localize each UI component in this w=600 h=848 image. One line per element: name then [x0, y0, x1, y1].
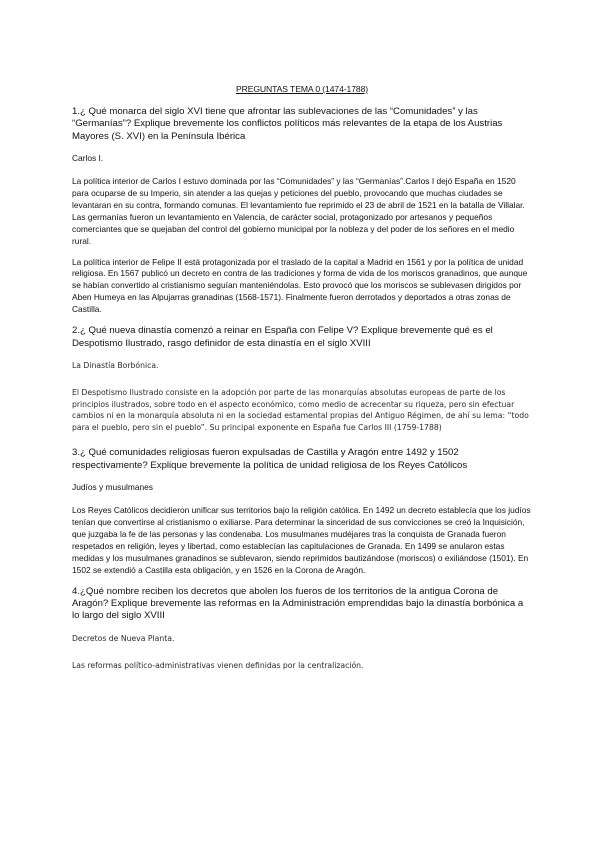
answer-2-title: La Dinastía Borbónica. — [72, 360, 159, 370]
answer-3-paragraph-1: Los Reyes Católicos decidieron unificar sus territorios bajo la religión católica. En 1492 un decreto establecía que los judíos tenían que convertirse al cristianismo o exiliarse. Para determinar la sinceridad de sus convicciones se creó la Inquisición, que juzgaba la fe de las personas y las condenaba. Los musulmanes mudéjares tras la conquista de Granada fueron respetados en religión, leyes y libertad, como establecían las capitulaciones de Granada. En 1499 se anularon estas medidas y los musulmanes granadinos se sublevaron, siendo reprimidos bautizándose (moriscos) o exiliándose (1501). En 1502 se extendió a Castilla esta obligación, y en 1526 en la Corona de Aragón. — [72, 505, 531, 575]
answer-1-paragraph-2: La política interior de Felipe II está protagonizada por el traslado de la capital a Madrid en 1561 y por la política de unidad religiosa. En 1567 publicó un decreto en contra de las tradiciones y forma de vida de los moriscos granadinos, que aunque se habían convertido al cristianismo seguían manteniéndolas. Esto provocó que los moriscos se sublevasen dirigidos por Aben Humeya en las Alpujarras granadinas (1568-1571). Finalmente fueron derrotados y deportados a otras zonas de Castilla. — [72, 256, 528, 315]
question-1: 1.¿ Qué monarca del siglo XVI tiene que afrontar las sublevaciones de las “Comunidades” y las “Germanías”? Explique brevemente los conflictos políticos más relevantes de la etapa de los Austrias Mayores (S. XVI) en la Península Ibérica — [72, 106, 503, 142]
answer-4-paragraph-1: Las reformas político-administrativas vienen definidas por la centralización. — [72, 661, 364, 671]
answer-1-title: Carlos I. — [72, 153, 104, 164]
document-title: PREGUNTAS TEMA 0 (1474-1788) — [235, 84, 369, 94]
question-2: 2.¿ Qué nueva dinastía comenzó a reinar en España con Felipe V? Explique brevemente qué es el Despotismo Ilustrado, rasgo definidor de esta dinastía en el siglo XVIII — [72, 325, 493, 349]
answer-3-title: Judíos y musulmanes — [72, 482, 153, 493]
answer-2-paragraph-1: El Despotismo Ilustrado consiste en la adopción por parte de las monarquías absolutas europeas de parte de los principios ilustrados, sobre todo en el aspecto económico, como medio de acrecentar su riqueza, pero sin efectuar cambios ni en la monarquía absoluta ni en la sociedad estamental propias del Antiguo Régimen, de ahí su lema: “todo para el pueblo, pero sin el pueblo”. Su principal exponente en España fue Carlos III (1759-1788) — [72, 388, 529, 432]
answer-4-title: Decretos de Nueva Planta. — [72, 633, 175, 643]
answer-1-paragraph-1: La política interior de Carlos I estuvo dominada por las “Comunidades” y las “Germanías”.Carlos I dejó España en 1520 para ocuparse de su Imperio, sin atender a las quejas y peticiones del pueblo, provocando que muchas ciudades se levantaran en su contra, formando comunas. El levantamiento fue reprimido el 23 de abril de 1521 en la batalla de Villalar. Las germanías fueron un levantamiento en Valencia, de carácter social, protagonizado por artesanos y pequeños comerciantes que se quejaban del control del gobierno municipal por la nobleza y del poder de los señores en el medio rural. — [72, 176, 525, 246]
question-3: 3.¿ Qué comunidades religiosas fueron expulsadas de Castilla y Aragón entre 1492 y 1502 respectivamente? Explique brevemente la política de unidad religiosa de los Reyes Católicos — [72, 447, 468, 471]
document-page — [72, 84, 532, 681]
question-4: 4.¿Qué nombre reciben los decretos que abolen los fueros de los territorios de la antigua Corona de Aragón? Explique brevemente las reformas en la Administración emprendidas bajo la dinastía borbónica a lo largo del siglo XVIII — [72, 585, 524, 622]
